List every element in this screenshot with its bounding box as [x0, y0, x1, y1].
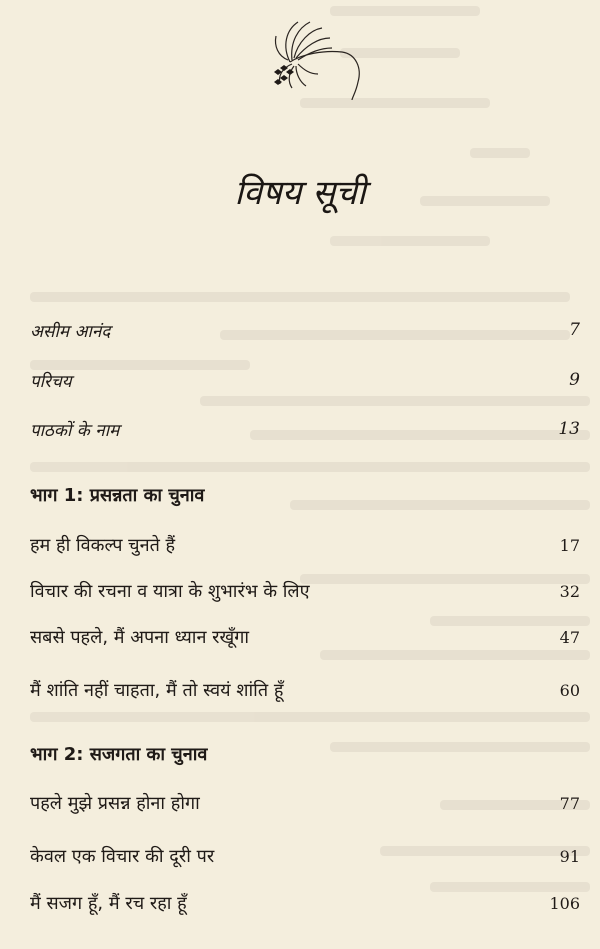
toc-entry-label: मैं शांति नहीं चाहता, मैं तो स्वयं शांति हूँ: [30, 680, 284, 701]
toc-entry-page: 9: [569, 370, 580, 390]
toc-entry-label: परिचय: [30, 371, 72, 392]
toc-entry-label: मैं सजग हूँ, मैं रच रहा हूँ: [30, 893, 187, 914]
toc-entry-page: 106: [549, 893, 580, 913]
toc-entry-page: 7: [569, 320, 580, 340]
page-title: विषय सूची: [234, 173, 366, 213]
part-heading: भाग 1: प्रसन्नता का चुनाव: [30, 485, 205, 506]
toc-entry-label: पहले मुझे प्रसन्न होना होगा: [30, 793, 200, 814]
toc-entry-label: सबसे पहले, मैं अपना ध्यान रखूँगा: [30, 627, 250, 648]
toc-entry-chapter[interactable]: [30, 886, 580, 920]
toc-entry-page: 77: [559, 793, 580, 813]
peacock-feather-flourish-icon: [272, 16, 368, 106]
toc-entry-chapter[interactable]: [30, 620, 580, 654]
toc-entry-front-matter[interactable]: [30, 313, 580, 347]
toc-entry-page: 47: [559, 627, 580, 647]
toc-entry-page: 17: [559, 535, 580, 555]
toc-entry-front-matter[interactable]: [30, 412, 580, 446]
toc-entry-label: पाठकों के नाम: [30, 420, 120, 441]
toc-entry-page: 60: [559, 680, 580, 700]
part-heading: भाग 2: सजगता का चुनाव: [30, 744, 208, 765]
toc-entry-chapter[interactable]: [30, 839, 580, 873]
toc-entry-chapter[interactable]: [30, 673, 580, 707]
toc-entry-chapter[interactable]: [30, 786, 580, 820]
toc-entry-page: 91: [559, 846, 580, 866]
toc-entry-label: हम ही विकल्प चुनते हैं: [30, 535, 176, 556]
toc-entry-label: केवल एक विचार की दूरी पर: [30, 846, 215, 867]
toc-entry-page: 32: [559, 581, 580, 601]
toc-entry-label: विचार की रचना व यात्रा के शुभारंभ के लिए: [30, 581, 310, 602]
toc-entry-label: असीम आनंद: [30, 321, 111, 342]
toc-entry-chapter[interactable]: [30, 528, 580, 562]
toc-entry-page: 13: [558, 419, 580, 439]
toc-entry-chapter[interactable]: [30, 574, 580, 608]
toc-entry-front-matter[interactable]: [30, 363, 580, 397]
